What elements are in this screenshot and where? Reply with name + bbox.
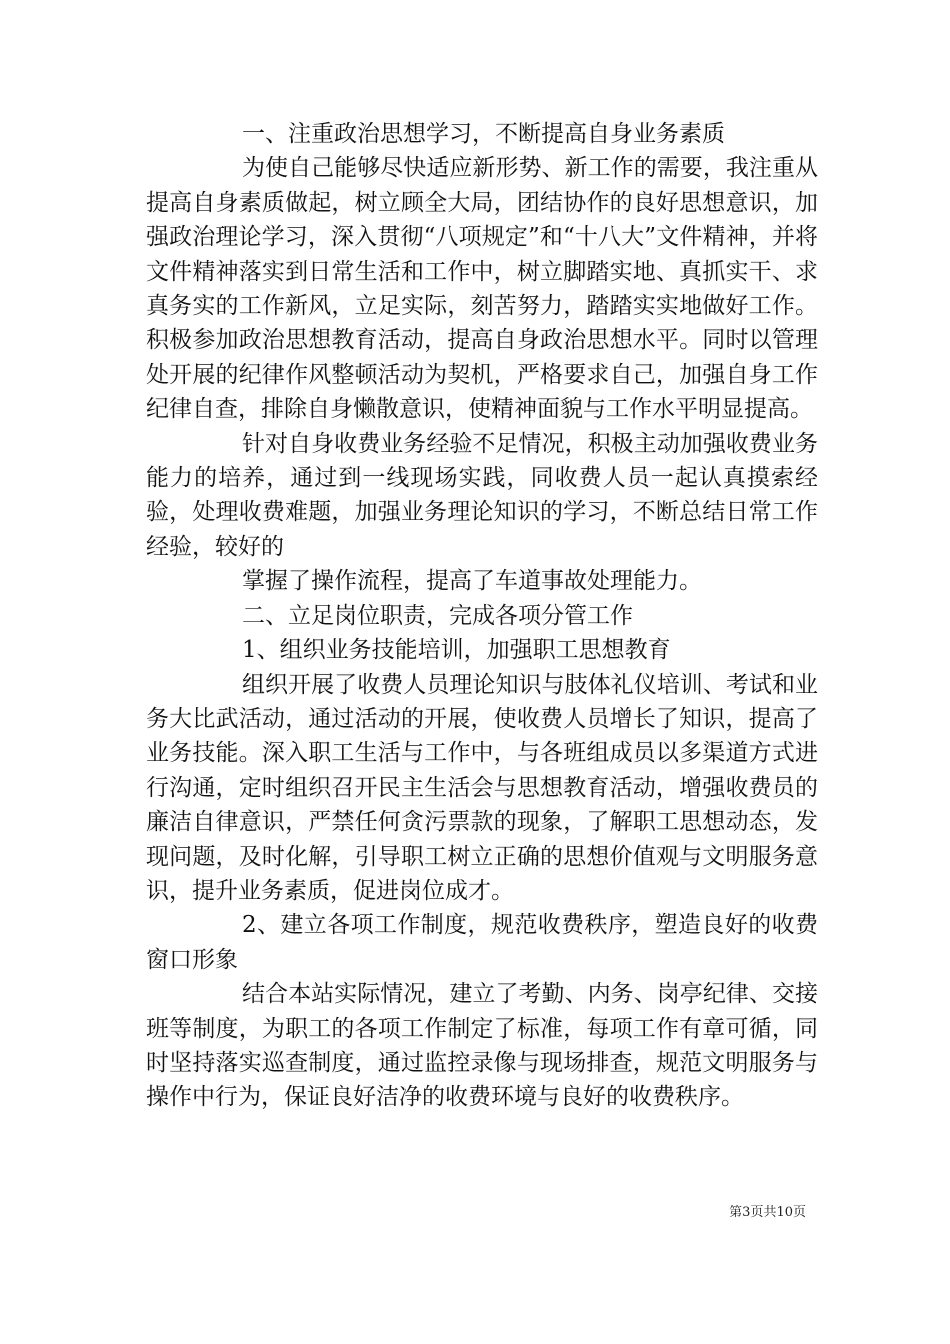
body-paragraph: 针对自身收费业务经验不足情况，积极主动加强收费业务能力的培养，通过到一线现场实践，同收费人员一起认真摸索经验，处理收费难题，加强业务理论知识的学习，不断总结日常工作经验，较好的 [146, 430, 818, 560]
subsection-heading-1: 1、组织业务技能培训，加强职工思想教育 [242, 637, 671, 664]
body-paragraph: 掌握了操作流程，提高了车道事故处理能力。 [242, 568, 702, 595]
document-body [146, 117, 818, 1115]
section-heading-1: 一、注重政治思想学习，不断提高自身业务素质 [242, 121, 725, 147]
page-number: 第3页共10页 [729, 1205, 806, 1220]
body-paragraph: 结合本站实际情况，建立了考勤、内务、岗亭纪律、交接班等制度，为职工的各项工作制定了标准，每项工作有章可循，同时坚持落实巡查制度，通过监控录像与现场排查，规范文明服务与操作中行为，保证良好洁净的收费环境与良好的收费秩序。 [146, 981, 818, 1111]
section-heading-2: 二、立足岗位职责，完成各项分管工作 [242, 602, 633, 629]
body-paragraph: 为使自己能够尽快适应新形势、新工作的需要，我注重从提高自身素质做起，树立顾全大局，团结协作的良好思想意识，加强政治理论学习，深入贯彻“八项规定”和“十八大”文件精神，并将文件精神落实到日常生活和工作中，树立脚踏实地、真抓实干、求真务实的工作新风，立足实际，刻苦努力，踏踏实实地做好工作。积极参加政治思想教育活动，提高自身政治思想水平。同时以管理处开展的纪律作风整顿活动为契机，严格要求自己，加强自身工作纪律自查，排除自身懒散意识，使精神面貌与工作水平明显提高。 [146, 155, 818, 423]
body-paragraph: 组织开展了收费人员理论知识与肢体礼仪培训、考试和业务大比武活动，通过活动的开展，使收费人员增长了知识，提高了业务技能。深入职工生活与工作中，与各班组成员以多渠道方式进行沟通，定时组织召开民主生活会与思想教育活动，增强收费员的廉洁自律意识，严禁任何贪污票款的现象，了解职工思想动态，发现问题，及时化解，引导职工树立正确的思想价值观与文明服务意识，提升业务素质，促进岗位成才。 [146, 671, 818, 904]
subsection-heading-2: 2、建立各项工作制度，规范收费秩序，塑造良好的收费窗口形象 [146, 912, 818, 973]
